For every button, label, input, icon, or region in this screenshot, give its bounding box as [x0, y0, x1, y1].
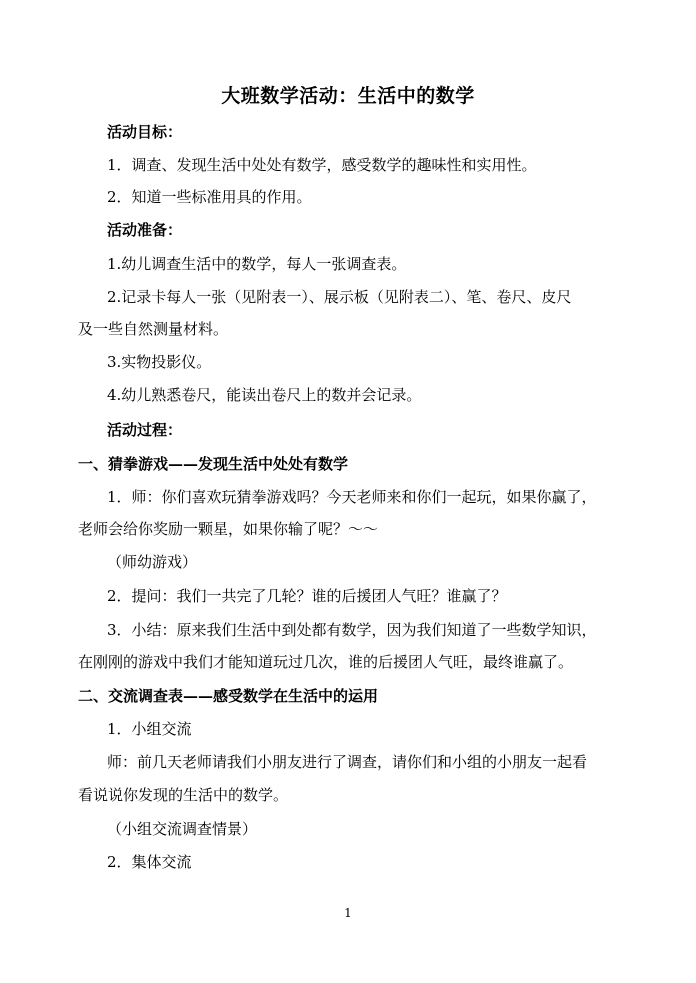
- section-heading-goals: 活动目标：: [107, 123, 183, 141]
- preparation-item-3: 3.实物投影仪。: [107, 353, 212, 371]
- process-part-1-item-1-continued: 老师会给你奖励一颗星，如果你输了呢？～～: [78, 520, 379, 538]
- process-part-1-item-3: 3．小结：原来我们生活中到处都有数学，因为我们知道了一些数学知识，: [107, 621, 597, 639]
- section-heading-preparation: 活动准备：: [107, 221, 183, 239]
- process-part-2-teacher-text: 师：前几天老师请我们小朋友进行了调查，请你们和小组的小朋友一起看: [107, 753, 588, 771]
- preparation-item-2: 2.记录卡每人一张（见附表一）、展示板（见附表二）、笔、卷尺、皮尺: [107, 288, 572, 306]
- process-part-2-item-2: 2．集体交流: [107, 853, 192, 871]
- teacher-child-game-note: （师幼游戏）: [107, 553, 198, 571]
- process-part-1-item-3-continued: 在刚刚的游戏中我们才能知道玩过几次，谁的后援团人气旺，最终谁赢了。: [78, 653, 574, 671]
- process-part-2-teacher-text-continued: 看说说你发现的生活中的数学。: [78, 786, 289, 804]
- process-part-1-item-1: 1．师：你们喜欢玩猜拳游戏吗？今天老师来和你们一起玩，如果你赢了，: [107, 488, 597, 506]
- goal-item-1: 1．调查、发现生活中处处有数学，感受数学的趣味性和实用性。: [107, 156, 537, 174]
- process-part-1-item-2: 2．提问：我们一共完了几轮？谁的后援团人气旺？谁赢了？: [107, 587, 507, 605]
- section-heading-process: 活动过程：: [107, 421, 183, 439]
- preparation-item-4: 4.幼儿熟悉卷尺，能读出卷尺上的数并会记录。: [107, 386, 422, 404]
- goal-item-2: 2．知道一些标准用具的作用。: [107, 188, 312, 206]
- process-part-2-heading: 二、交流调查表——感受数学在生活中的运用: [78, 687, 379, 705]
- preparation-item-1: 1.幼儿调查生活中的数学，每人一张调查表。: [107, 255, 407, 273]
- process-part-1-heading: 一、猜拳游戏——发现生活中处处有数学: [78, 455, 349, 473]
- page-number: 1: [344, 906, 352, 920]
- group-exchange-note: （小组交流调查情景）: [107, 820, 258, 838]
- document-title: 大班数学活动：生活中的数学: [221, 85, 475, 107]
- process-part-2-item-1: 1．小组交流: [107, 720, 192, 738]
- preparation-item-2-continued: 及一些自然测量材料。: [78, 320, 229, 338]
